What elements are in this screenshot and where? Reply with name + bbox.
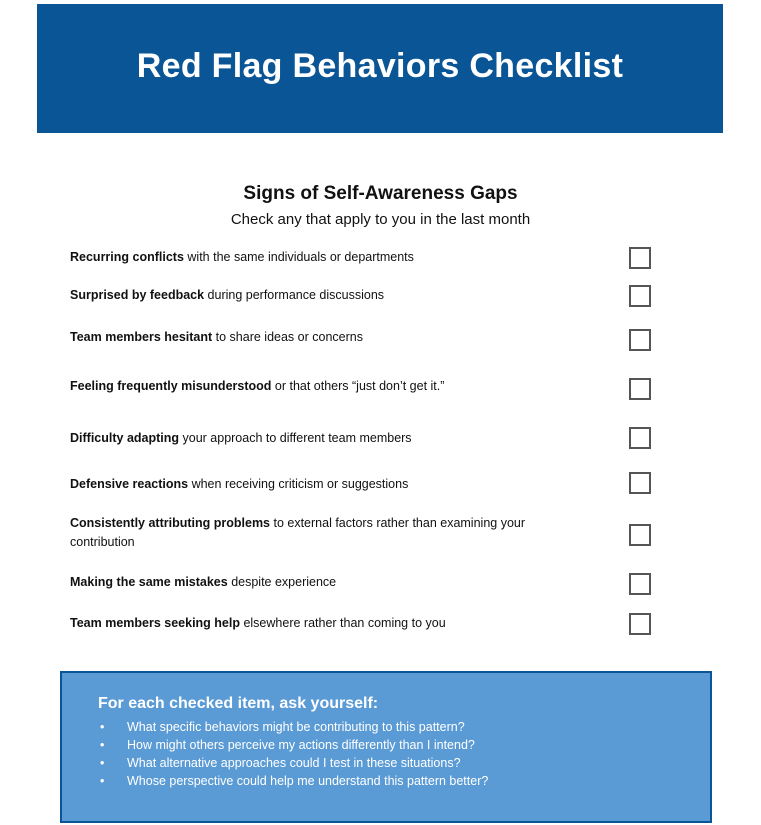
- checklist-checkbox[interactable]: [629, 613, 651, 635]
- checklist-checkbox[interactable]: [629, 285, 651, 307]
- bullet-icon: •: [100, 774, 105, 788]
- checklist-item-bold: Recurring conflicts: [70, 250, 184, 264]
- prompt-question-text: What alternative approaches could I test in these situations?: [127, 756, 461, 770]
- checklist-item-rest: elsewhere rather than coming to you: [239, 616, 446, 630]
- prompt-question: [98, 754, 488, 772]
- section-subtitle: Check any that apply to you in the last month: [230, 211, 531, 228]
- checklist-item-text: [70, 429, 590, 448]
- checklist-item-text: [70, 328, 590, 347]
- bullet-icon: •: [100, 720, 105, 734]
- prompt-question: [98, 718, 488, 736]
- checklist-item-text: [70, 286, 590, 305]
- checklist-item-bold: Team members hesitant: [70, 330, 213, 344]
- checklist-item-rest: despite experience: [227, 575, 337, 589]
- checklist-item-rest: to share ideas or concerns: [212, 330, 363, 344]
- checklist-checkbox[interactable]: [629, 329, 651, 351]
- checklist-item-text: [70, 614, 590, 633]
- checklist-item-bold: Defensive reactions: [70, 477, 189, 491]
- prompt-question-list: [98, 718, 488, 790]
- prompt-question-text: How might others perceive my actions differently than I intend?: [127, 738, 475, 752]
- checklist-checkbox[interactable]: [629, 573, 651, 595]
- checklist-item-text: [70, 475, 590, 494]
- checklist-checkbox[interactable]: [629, 472, 651, 494]
- prompt-question: [98, 772, 488, 790]
- checklist-item-rest: during performance discussions: [204, 288, 385, 302]
- checklist-item-rest: when receiving criticism or suggestions: [188, 477, 409, 491]
- checklist-item-text: [70, 248, 590, 267]
- checklist-checkbox[interactable]: [629, 524, 651, 546]
- header-banner: [37, 4, 723, 133]
- checklist-item-rest: with the same individuals or departments: [183, 250, 414, 264]
- section-title: Signs of Self-Awareness Gaps: [243, 183, 518, 204]
- checklist-item-bold: Making the same mistakes: [70, 575, 228, 589]
- checklist-item-text: [70, 377, 590, 396]
- checklist-item-rest: to external factors rather than examining your contribution: [70, 516, 526, 549]
- prompt-question: [98, 736, 488, 754]
- reflection-prompt-box: [60, 671, 712, 823]
- checklist-item-text: [70, 573, 590, 592]
- prompt-question-text: Whose perspective could help me understand this pattern better?: [127, 774, 489, 788]
- checklist-item-bold: Feeling frequently misunderstood: [70, 379, 272, 393]
- checklist-item-bold: Team members seeking help: [70, 616, 240, 630]
- page-title: Red Flag Behaviors Checklist: [136, 47, 624, 85]
- checklist-item-bold: Difficulty adapting: [70, 431, 180, 445]
- checklist-item-text: [70, 514, 570, 552]
- checklist-checkbox[interactable]: [629, 247, 651, 269]
- checklist-item-bold: Surprised by feedback: [70, 288, 205, 302]
- checklist-checkbox[interactable]: [629, 378, 651, 400]
- prompt-heading: For each checked item, ask yourself:: [98, 695, 379, 712]
- checklist-checkbox[interactable]: [629, 427, 651, 449]
- checklist-item-rest: your approach to different team members: [179, 431, 412, 445]
- bullet-icon: •: [100, 738, 105, 752]
- checklist-item-rest: or that others “just don’t get it.”: [271, 379, 445, 393]
- bullet-icon: •: [100, 756, 105, 770]
- prompt-question-text: What specific behaviors might be contributing to this pattern?: [127, 720, 465, 734]
- checklist-item-bold: Consistently attributing problems: [70, 516, 271, 530]
